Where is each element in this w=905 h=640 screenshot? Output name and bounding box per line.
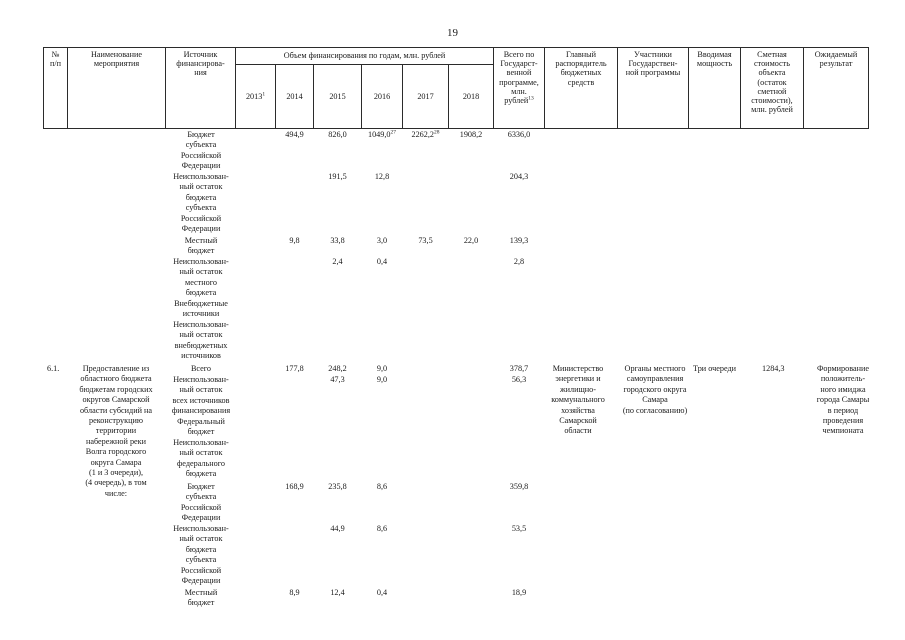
table-row-source: Неиспользован- ный остаток федерального бюджета (173, 438, 229, 479)
cell-2015: 2,4 (332, 257, 343, 266)
header-source: Источник финансирова- ния (176, 50, 225, 78)
cell-total: 53,5 (511, 524, 527, 533)
header-year-2014: 2014 (286, 92, 303, 101)
cell-total: 2,8 (513, 257, 525, 266)
item-manager: Министерство энергетики и жилищно- коммунального хозяйства Самарской области (551, 364, 605, 436)
table-row-source: Неиспользован- ный остаток местного бюджета (173, 257, 229, 298)
cell-total: 359,8 (509, 482, 529, 491)
cell-2016: 0,4 (376, 588, 388, 597)
table-row-source: Неиспользован- ный остаток всех источников финансирования (171, 375, 231, 416)
cell-2015: 248,2 (328, 364, 347, 373)
page-number: 19 (447, 27, 458, 39)
header-total: Всего по Государст- венной программе, млн. рублей$^{13}$ (499, 50, 539, 106)
cell-2018: 22,0 (463, 236, 479, 245)
cell-total: 204,3 (509, 172, 529, 181)
cell-2016: 8,6 (376, 482, 388, 491)
cell-2016: 3,0 (376, 236, 388, 245)
header-name: Наименование мероприятия (90, 50, 142, 69)
cell-total: 18,9 (511, 588, 527, 597)
cell-total: 378,7 (509, 364, 529, 373)
header-manager: Главный распорядитель бюджетных средств (555, 50, 607, 87)
header-num: № п/п (49, 50, 62, 69)
header-funding-title: Объем финансирования по годам, млн. рублей (283, 51, 446, 60)
cell-2016: 12,8 (374, 172, 390, 181)
item-result: Формирование положитель- ного имиджа города Самары в период проведения чемпионата (816, 364, 870, 436)
cell-2015: 235,8 (328, 482, 347, 491)
table-row-source: Бюджет субъекта Российской Федерации (180, 130, 222, 171)
header-year-2018: 2018 (462, 92, 480, 101)
table-header (43, 47, 869, 129)
cell-2015: 191,5 (328, 172, 347, 181)
header-year-2015: 2015 (329, 92, 346, 101)
cell-2016: 9,0 (376, 375, 388, 384)
table-row-source: Всего (190, 364, 212, 373)
cell-2017: 73,5 (418, 236, 433, 245)
item-num: 6.1. (47, 364, 60, 373)
cell-2015: 47,3 (330, 375, 345, 384)
cell-2014: 8,9 (289, 588, 300, 597)
table-row-source: Федеральный бюджет (177, 417, 225, 437)
cell-total: 56,3 (511, 375, 527, 384)
cell-2015: 44,9 (330, 524, 345, 533)
header-years-divider (235, 64, 493, 65)
cell-2015: 33,8 (330, 236, 345, 245)
cell-2016: 0,4 (376, 257, 388, 266)
cell-2015: 12,4 (330, 588, 345, 597)
cell-2015: 826,0 (328, 130, 347, 139)
cell-total: 6336,0 (507, 130, 531, 139)
header-estimated-cost: Сметная стоимость объекта (остаток сметной стоимости), млн. рублей (751, 50, 793, 115)
cell-total: 139,3 (509, 236, 529, 245)
header-participants: Участники Государствен- ной программы (625, 50, 681, 78)
header-bottom-border (43, 128, 869, 129)
header-result: Ожидаемый результат (814, 50, 858, 69)
header-year-2016: 2016 (373, 92, 391, 101)
item-estimated-cost: 1284,3 (762, 364, 785, 373)
item-capacity: Три очереди (693, 364, 737, 373)
cell-2014: 494,9 (285, 130, 304, 139)
cell-2016: 1049,0$^{27}$ (367, 129, 396, 139)
header-year-2017: 2017 (417, 92, 434, 101)
cell-2016: 9,0 (376, 364, 388, 373)
table-row-source: Местный бюджет (184, 236, 218, 256)
item-participants: Органы местного самоуправления городского округа Самара (по согласованию) (622, 364, 688, 415)
cell-2014: 168,9 (285, 482, 304, 491)
header-capacity: Вводимая мощность (696, 50, 733, 69)
cell-2014: 177,8 (285, 364, 304, 373)
cell-2018: 1908,2 (459, 130, 483, 139)
table-row-source: Неиспользован- ный остаток бюджета субъекта Российской Федерации (173, 524, 229, 586)
table-row-source: Неиспользован- ный остаток внебюджетных источников (173, 320, 229, 361)
table-row-source: Местный бюджет (184, 588, 218, 608)
header-top-border (43, 47, 869, 48)
table-row-source: Внебюджетные источники (174, 299, 228, 319)
cell-2017: 2262,2$^{28}$ (411, 129, 440, 139)
item-name: Предоставление из областного бюджета бюджетам городских округов Самарской области субсидий на реконструкцию территории набережной реки Волга городского округа Самара (1 и 3 очереди), (4 очередь), в том числе: (79, 364, 153, 498)
table-row-source: Бюджет субъекта Российской Федерации (180, 482, 222, 523)
cell-2016: 8,6 (376, 524, 388, 533)
cell-2014: 9,8 (289, 236, 300, 245)
table-row-source: Неиспользован- ный остаток бюджета субъекта Российской Федерации (173, 172, 229, 234)
header-year-2013: 2013$^1$ (245, 91, 266, 101)
